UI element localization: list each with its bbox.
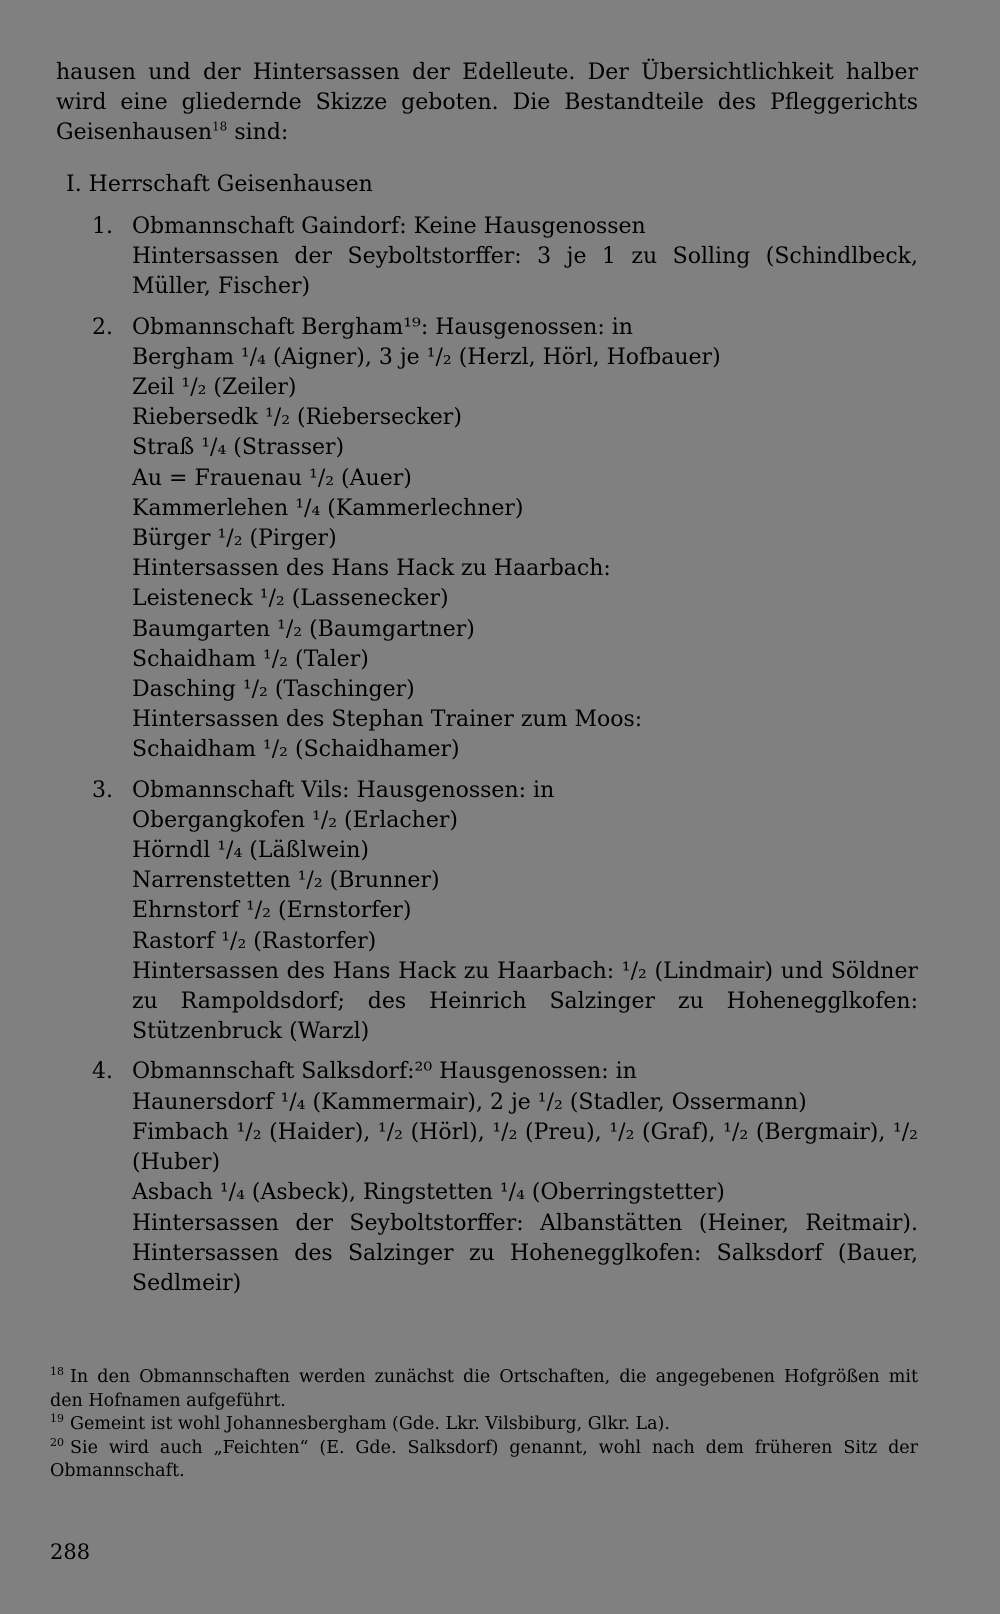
entry-line: Dasching ¹/₂ (Taschinger)	[132, 677, 415, 703]
footnote-text: Sie wird auch „Feichten“ (E. Gde. Salksdorf) genannt, wohl nach dem früheren Sitz der Obmannschaft.	[50, 1437, 918, 1481]
entry-line: Hintersassen des Hans Hack zu Haarbach:	[132, 556, 611, 582]
obmannschaft-list	[56, 212, 918, 1299]
page-number: 288	[50, 1540, 91, 1564]
footnote-mark: 18	[50, 1365, 64, 1379]
entry-line: Hintersassen des Stephan Trainer zum Moos:	[132, 707, 643, 733]
footnote-text: Gemeint ist wohl Johannesbergham (Gde. Lkr. Vilsbiburg, Glkr. La).	[70, 1414, 670, 1434]
obmannschaft-entry	[56, 212, 918, 303]
entry-line: Haunersdorf ¹/₄ (Kammermair), 2 je ¹/₂ (Stadler, Ossermann)	[132, 1089, 807, 1115]
entry-line: Hintersassen der Seyboltstorffer: Albanstätten (Heiner, Reitmair). Hintersassen des Salzinger zu Hohenegglkofen: Salksdorf (Bauer, Sedlmeir)	[132, 1210, 918, 1296]
obmannschaft-number: 2.	[92, 314, 113, 340]
entry-line: Straß ¹/₄ (Strasser)	[132, 435, 345, 461]
entry-line: Leisteneck ¹/₂ (Lassenecker)	[132, 586, 449, 612]
entry-line: Bergham ¹/₄ (Aigner), 3 je ¹/₂ (Herzl, Hörl, Hofbauer)	[132, 344, 721, 370]
entry-line: Narrenstetten ¹/₂ (Brunner)	[132, 868, 440, 894]
intro-text: hausen und der Hintersassen der Edelleute. Der Übersichtlichkeit halber wird eine gliedernde Skizze geboten. Die Bestandteile des Pfleggerichts Geisenhausen	[56, 60, 918, 145]
entry-line: Fimbach ¹/₂ (Haider), ¹/₂ (Hörl), ¹/₂ (Preu), ¹/₂ (Graf), ¹/₂ (Bergmair), ¹/₂ (Huber)	[132, 1119, 918, 1176]
section-title: I. Herrschaft Geisenhausen	[66, 172, 373, 197]
footnote-text: In den Obmannschaften werden zunächst die Ortschaften, die angegebenen Hofgrößen mit den Hofnamen aufgeführt.	[50, 1367, 918, 1411]
entry-line: Bürger ¹/₂ (Pirger)	[132, 526, 337, 552]
entry-line: Kammerlehen ¹/₄ (Kammerlechner)	[132, 495, 524, 521]
entry-line: Obergangkofen ¹/₂ (Erlacher)	[132, 807, 458, 833]
entry-line: Obmannschaft Vils: Hausgenossen: in	[132, 777, 555, 803]
obmannschaft-entry	[56, 313, 918, 766]
entry-line: Au = Frauenau ¹/₂ (Auer)	[132, 465, 412, 491]
entry-line: Hintersassen der Seyboltstorffer: 3 je 1 zu Solling (Schindlbeck, Müller, Fischer)	[132, 244, 918, 300]
footnote-ref-18[interactable]: 18	[212, 119, 228, 134]
footnote-19	[50, 1413, 918, 1437]
obmannschaft-entry	[56, 776, 918, 1048]
entry-line: Rastorf ¹/₂ (Rastorfer)	[132, 928, 377, 954]
obmannschaft-entry	[56, 1057, 918, 1299]
entry-line: Riebersedk ¹/₂ (Riebersecker)	[132, 405, 462, 431]
entry-line: Ehrnstorf ¹/₂ (Ernstorfer)	[132, 898, 412, 924]
footnotes	[50, 1366, 918, 1484]
intro-tail: sind:	[227, 120, 289, 145]
footnote-mark: 20	[50, 1435, 64, 1449]
entry-line: Obmannschaft Gaindorf: Keine Hausgenossen	[132, 214, 646, 239]
entry-line: Hintersassen des Hans Hack zu Haarbach: ¹/₂ (Lindmair) und Söldner zu Rampoldsdorf; des Heinrich Salzinger zu Hohenegglkofen: Stützenbruck (Warzl)	[132, 958, 918, 1045]
obmannschaft-number: 4.	[92, 1059, 113, 1085]
footnote-20	[50, 1437, 918, 1484]
entry-line: Hörndl ¹/₄ (Läßlwein)	[132, 838, 369, 864]
entry-line: Baumgarten ¹/₂ (Baumgartner)	[132, 616, 475, 642]
obmannschaft-number: 1.	[92, 214, 113, 239]
entry-line: Obmannschaft Bergham¹⁹: Hausgenossen: in	[132, 314, 633, 340]
entry-line: Obmannschaft Salksdorf:²⁰ Hausgenossen: in	[132, 1059, 637, 1085]
obmannschaft-number: 3.	[92, 777, 113, 803]
entry-line: Zeil ¹/₂ (Zeiler)	[132, 375, 297, 401]
footnote-mark: 19	[50, 1412, 64, 1426]
footnote-list	[50, 1366, 918, 1484]
entry-line: Schaidham ¹/₂ (Schaidhamer)	[132, 737, 460, 763]
entry-line: Asbach ¹/₄ (Asbeck), Ringstetten ¹/₄ (Oberringstetter)	[132, 1180, 725, 1206]
footnote-18	[50, 1366, 918, 1413]
entry-line: Schaidham ¹/₂ (Taler)	[132, 646, 369, 672]
intro-paragraph	[56, 58, 918, 148]
page-body	[56, 58, 918, 1309]
